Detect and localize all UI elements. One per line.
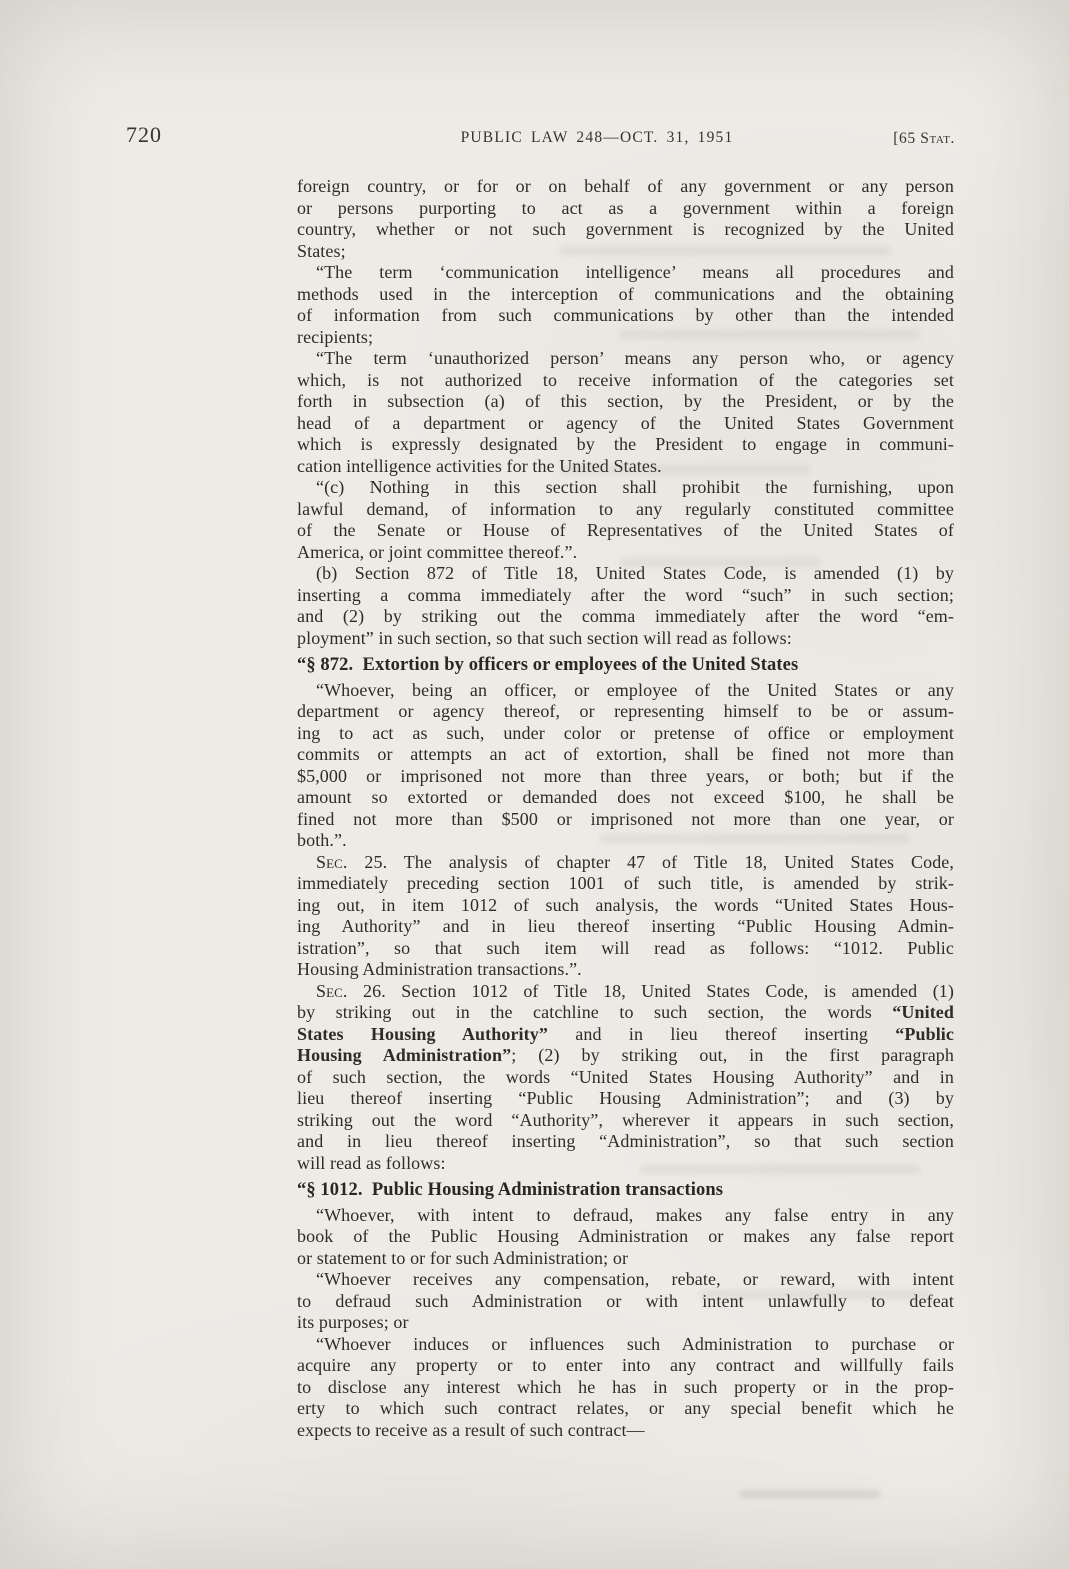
text-line	[297, 542, 954, 564]
text-run: head of a department or agency of the United States Government	[297, 412, 954, 433]
text-run: 25. The analysis of chapter 47 of Title 18, United States Code,	[347, 851, 954, 872]
section-1012-heading	[297, 1180, 954, 1202]
text-run: to defraud such Administration or with intent unlawfully to defeat	[297, 1290, 954, 1311]
text-line	[297, 830, 954, 852]
text-run: America, or joint committee thereof.”.	[297, 541, 578, 562]
text-run: cation intelligence activities for the United States.	[297, 455, 662, 476]
statute-volume-prefix: [65	[893, 130, 921, 147]
text-run: its purposes; or	[297, 1312, 409, 1332]
text-line	[297, 370, 954, 392]
text-run: immediately preceding section 1001 of such title, is amended by strik-	[297, 873, 954, 893]
text-run: fined not more than $500 or imprisoned not more than one year, or	[297, 808, 954, 829]
text-run: methods used in the interception of communications and the obtaining	[297, 283, 954, 304]
definition-unauthorized-person	[297, 348, 954, 477]
text-line	[297, 284, 954, 306]
text-run: ing out, in item 1012 of such analysis, the words “United States Hous-	[297, 894, 954, 915]
text-run: department or agency thereof, or representing himself to be or assum-	[297, 701, 954, 721]
text-run: $5,000 or imprisoned not more than three years, or both; but if the	[297, 765, 954, 786]
text-run: of information from such communications by other than the intended	[297, 305, 954, 325]
document-body	[297, 176, 954, 1441]
text-line	[297, 1248, 954, 1270]
text-line	[297, 1377, 954, 1399]
text-run: amount so extorted or demanded does not exceed $100, he shall be	[297, 787, 954, 807]
text-line	[297, 198, 954, 220]
text-run: and in lieu thereof inserting “Administration”, so that such section	[297, 1131, 954, 1151]
text-run: expects to receive as a result of such contract—	[297, 1419, 645, 1440]
text-line	[297, 895, 954, 917]
definition-communication-intelligence	[297, 262, 954, 348]
text-run: book of the Public Housing Administration or makes any false report	[297, 1226, 954, 1246]
text-line	[297, 809, 954, 831]
text-line	[297, 606, 954, 628]
text-run: “The term ‘unauthorized person’ means any person who, or agency	[316, 348, 954, 368]
text-run: Sec.	[316, 980, 348, 1001]
text-run: Housing Administration”	[297, 1045, 512, 1065]
text-line	[297, 456, 954, 478]
sec-25-paragraph	[297, 852, 954, 981]
text-run: erty to which such contract relates, or any special benefit which he	[297, 1398, 954, 1418]
text-run: and in lieu thereof inserting	[547, 1023, 896, 1044]
text-run: “The term ‘communication intelligence’ means all procedures and	[316, 262, 954, 282]
text-run: “Public	[895, 1023, 954, 1044]
text-run: “Whoever receives any compensation, rebate, or reward, with intent	[316, 1269, 954, 1289]
text-run: “Whoever, being an officer, or employee of the United States or any	[316, 679, 954, 700]
text-line	[297, 938, 954, 960]
section-1012-par-1	[297, 1205, 954, 1270]
running-header-title: PUBLIC LAW 248—OCT. 31, 1951	[460, 129, 734, 146]
text-line	[297, 852, 954, 874]
section-1012-par-2	[297, 1269, 954, 1334]
text-line	[297, 701, 954, 723]
text-line	[297, 1269, 954, 1291]
text-run: “(c) Nothing in this section shall prohibit the furnishing, upon	[316, 477, 954, 497]
text-run: ; (2) by striking out, in the first paragraph	[511, 1045, 954, 1065]
text-line	[297, 1420, 954, 1442]
text-run: ployment” in such section, so that such section will read as follows:	[297, 627, 792, 648]
text-run: foreign country, or for or on behalf of any government or any person	[297, 176, 954, 196]
section-1012-par-3	[297, 1334, 954, 1442]
text-line	[297, 1334, 954, 1356]
text-run: by striking out in the catchline to such section, the words	[297, 1002, 893, 1022]
text-run: or persons purporting to act as a government within a foreign	[297, 197, 954, 218]
text-run: lawful demand, of information to any regularly constituted committee	[297, 498, 954, 519]
text-line	[297, 1024, 954, 1046]
text-line	[297, 520, 954, 542]
text-line	[297, 766, 954, 788]
text-line	[297, 413, 954, 435]
text-run: to disclose any interest which he has in such property or in the prop-	[297, 1376, 954, 1397]
text-run: “Whoever, with intent to defraud, makes any false entry in any	[316, 1204, 954, 1225]
text-run: “§ 1012. Public Housing Administration transactions	[297, 1180, 724, 1200]
text-line	[297, 1153, 954, 1175]
statute-volume-label: Stat.	[920, 130, 955, 147]
text-line	[297, 981, 954, 1003]
text-line	[297, 1110, 954, 1132]
text-line	[297, 959, 954, 981]
text-run: which is expressly designated by the President to engage in communi-	[297, 434, 954, 454]
text-run: both.”.	[297, 830, 347, 850]
text-line	[297, 391, 954, 413]
sec-26-paragraph	[297, 981, 954, 1175]
text-line	[297, 434, 954, 456]
subsection-b-amendment	[297, 563, 954, 649]
text-line	[297, 1002, 954, 1024]
text-line	[297, 916, 954, 938]
text-line	[297, 176, 954, 198]
text-line	[297, 327, 954, 349]
text-line	[297, 219, 954, 241]
text-line	[297, 744, 954, 766]
text-run: inserting a comma immediately after the word “such” in such section;	[297, 584, 954, 605]
text-line	[297, 1291, 954, 1313]
section-872-text	[297, 680, 954, 852]
text-run: which, is not authorized to receive information of the categories set	[297, 369, 954, 390]
page-number: 720	[126, 122, 162, 147]
text-line	[297, 348, 954, 370]
text-run: forth in subsection (a) of this section, by the President, or by the	[297, 391, 954, 411]
text-run: of the Senate or House of Representatives of the United States of	[297, 520, 954, 540]
subsection-c-paragraph	[297, 477, 954, 563]
text-line	[297, 1131, 954, 1153]
text-line	[297, 499, 954, 521]
text-run: States Housing Authority”	[297, 1023, 548, 1044]
text-run: Sec.	[316, 851, 348, 872]
text-line	[297, 1088, 954, 1110]
text-line	[297, 563, 954, 585]
text-line	[297, 477, 954, 499]
text-line	[297, 873, 954, 895]
text-run: commits or attempts an act of extortion, shall be fined not more than	[297, 744, 954, 764]
text-run: and (2) by striking out the comma immediately after the word “em-	[297, 606, 954, 626]
text-line	[297, 655, 954, 677]
text-run: will read as follows:	[297, 1152, 446, 1173]
text-run: 26. Section 1012 of Title 18, United States Code, is amended (1)	[347, 980, 954, 1001]
text-line	[297, 1180, 954, 1202]
text-line	[297, 1312, 954, 1334]
text-run: ing Authority” and in lieu thereof inserting “Public Housing Admin-	[297, 916, 954, 936]
statute-volume-ref	[297, 130, 955, 148]
text-line	[297, 1045, 954, 1067]
text-run: ing to act as such, under color or pretense of office or employment	[297, 722, 954, 743]
print-code-artifact	[740, 1490, 880, 1498]
text-run: “United	[892, 1002, 954, 1022]
text-run: striking out the word “Authority”, wherever it appears in such section,	[297, 1109, 954, 1130]
text-line	[297, 787, 954, 809]
text-run: recipients;	[297, 326, 374, 347]
text-line	[297, 1226, 954, 1248]
text-line	[297, 1205, 954, 1227]
continuation-paragraph	[297, 176, 954, 262]
text-run: istration”, so that such item will read as follows: “1012. Public	[297, 937, 954, 958]
text-line	[297, 1355, 954, 1377]
text-line	[297, 241, 954, 263]
text-run: country, whether or not such government is recognized by the United	[297, 219, 954, 239]
section-872-heading	[297, 655, 954, 677]
text-run: “§ 872. Extortion by officers or employees of the United States	[297, 655, 799, 675]
text-run: lieu thereof inserting “Public Housing Administration”; and (3) by	[297, 1088, 954, 1108]
text-run: (b) Section 872 of Title 18, United States Code, is amended (1) by	[316, 563, 954, 583]
text-line	[297, 585, 954, 607]
text-line	[297, 723, 954, 745]
text-run: or statement to or for such Administration; or	[297, 1247, 629, 1268]
text-run: of such section, the words “United States Housing Authority” and in	[297, 1066, 954, 1087]
text-line	[297, 1067, 954, 1089]
text-run: States;	[297, 240, 346, 261]
text-run: Housing Administration transactions.”.	[297, 959, 582, 979]
text-line	[297, 1398, 954, 1420]
text-line	[297, 680, 954, 702]
text-run: “Whoever induces or influences such Administration to purchase or	[316, 1333, 954, 1354]
text-run: acquire any property or to enter into any contract and willfully fails	[297, 1355, 954, 1375]
text-line	[297, 262, 954, 284]
text-line	[297, 305, 954, 327]
text-line	[297, 628, 954, 650]
